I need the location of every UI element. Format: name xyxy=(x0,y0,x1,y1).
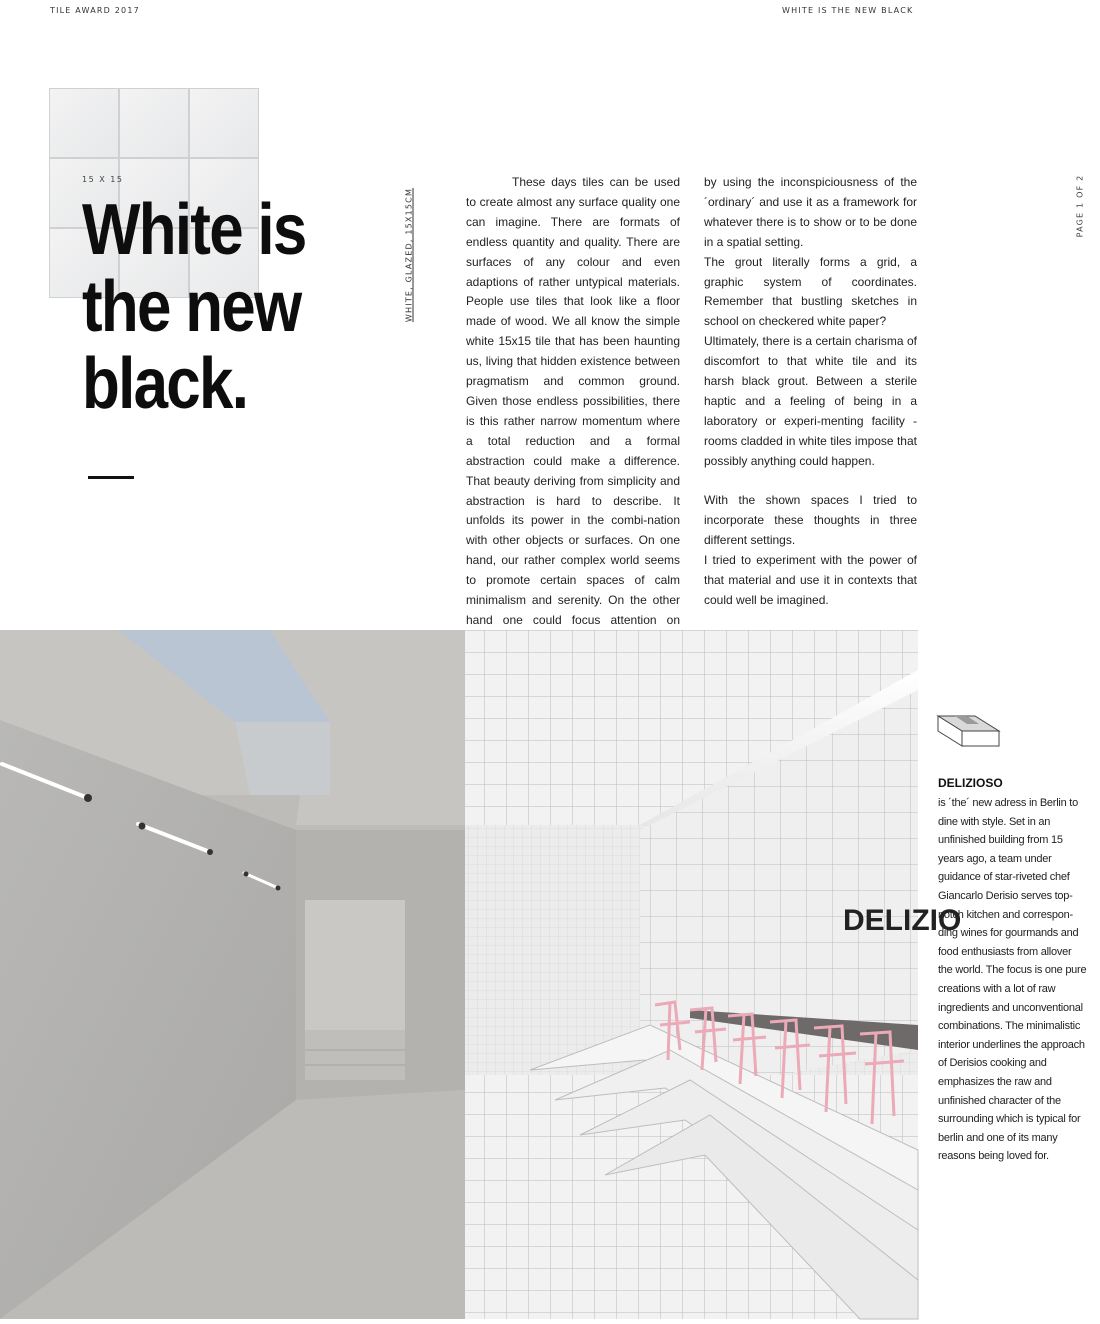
sidebar-title: DELIZIOSO xyxy=(938,776,1003,790)
article-paragraph: With the shown spaces I tried to incorporate these thoughts in three different settings. xyxy=(704,493,917,548)
page-indicator: PAGE 1 OF 2 xyxy=(1075,174,1085,238)
title-line-2: the new xyxy=(82,267,301,347)
tile-size-label: 15 X 15 xyxy=(82,175,124,184)
article-column-1 xyxy=(466,173,680,651)
title-underline xyxy=(88,476,134,479)
isometric-box-icon xyxy=(937,715,1001,754)
sidebar-text: is ´the´ new adress in Berlin to dine with style. Set in an unfinished building from 15 years ago, a team under guidance of star-riveted chef Giancarlo Derisio serves top-notch kitchen and correspon-ding wines for gourmands and food enthusiasts from allover the world. The focus is one pure creations with a lot of raw ingredients and unconventional combinations. The minimalistic interior underlines the approach of Derisios cooking and emphasizes the raw and unfinished character of the surrounding which is typical for berlin and one of its many reasons being loved for. xyxy=(938,797,1087,1163)
article-paragraph: by using the inconspiciousness of the ´ordinary´ and use it as a framework for whatever there is to show or to be done in a spatial setting. xyxy=(704,175,917,249)
article-paragraph: I tried to experiment with the power of that material and use it in contexts that could well be imagined. xyxy=(704,553,917,608)
article-paragraph: Ultimately, there is a certain charisma of discomfort to that white tile and its harsh black grout. Between a sterile haptic and a feeling of being in a laboratory or experi-menting facility - rooms cladded in white tiles impose that possibly anything could happen. xyxy=(704,334,917,468)
wall-sign: DELIZIO xyxy=(843,904,962,937)
page-title xyxy=(82,192,340,423)
article-paragraph: The grout literally forms a grid, a graphic system of coordinates. Remember that bustling sketches in school on checkered white paper? xyxy=(704,254,917,329)
header-right: WHITE IS THE NEW BLACK xyxy=(782,6,914,15)
title-line-1: White is xyxy=(82,190,306,270)
header-left: TILE AWARD 2017 xyxy=(50,6,140,15)
material-label: WHITE, GLAZED, 15X15CM xyxy=(404,187,414,323)
article-column-2 xyxy=(704,173,917,611)
restaurant-illustration xyxy=(0,630,962,1319)
article-paragraph: These days tiles can be used to create almost any surface quality one can imagine. There are formats of endless quantity and quality. There are surfaces of any colour and even adaptions of rather untypical materials. People use tiles that look like a floor made of wood. We all know the simple white 15x15 tile that has been haunting us, living that hidden existence between pragmatism and common ground. Given those endless possibilities, there is this rather narrow momentum where a total reduction and a formal abstraction could make a difference. That beauty deriving from simplicity and abstraction is hard to describe. It unfolds its power in the combi-nation with other objects or surfaces. On one hand, our rather complex world seems to promote certain spaces of calm minimalism and serenity. On the other hand one could focus attention on xyxy=(466,175,680,627)
title-line-3: black. xyxy=(82,344,248,424)
